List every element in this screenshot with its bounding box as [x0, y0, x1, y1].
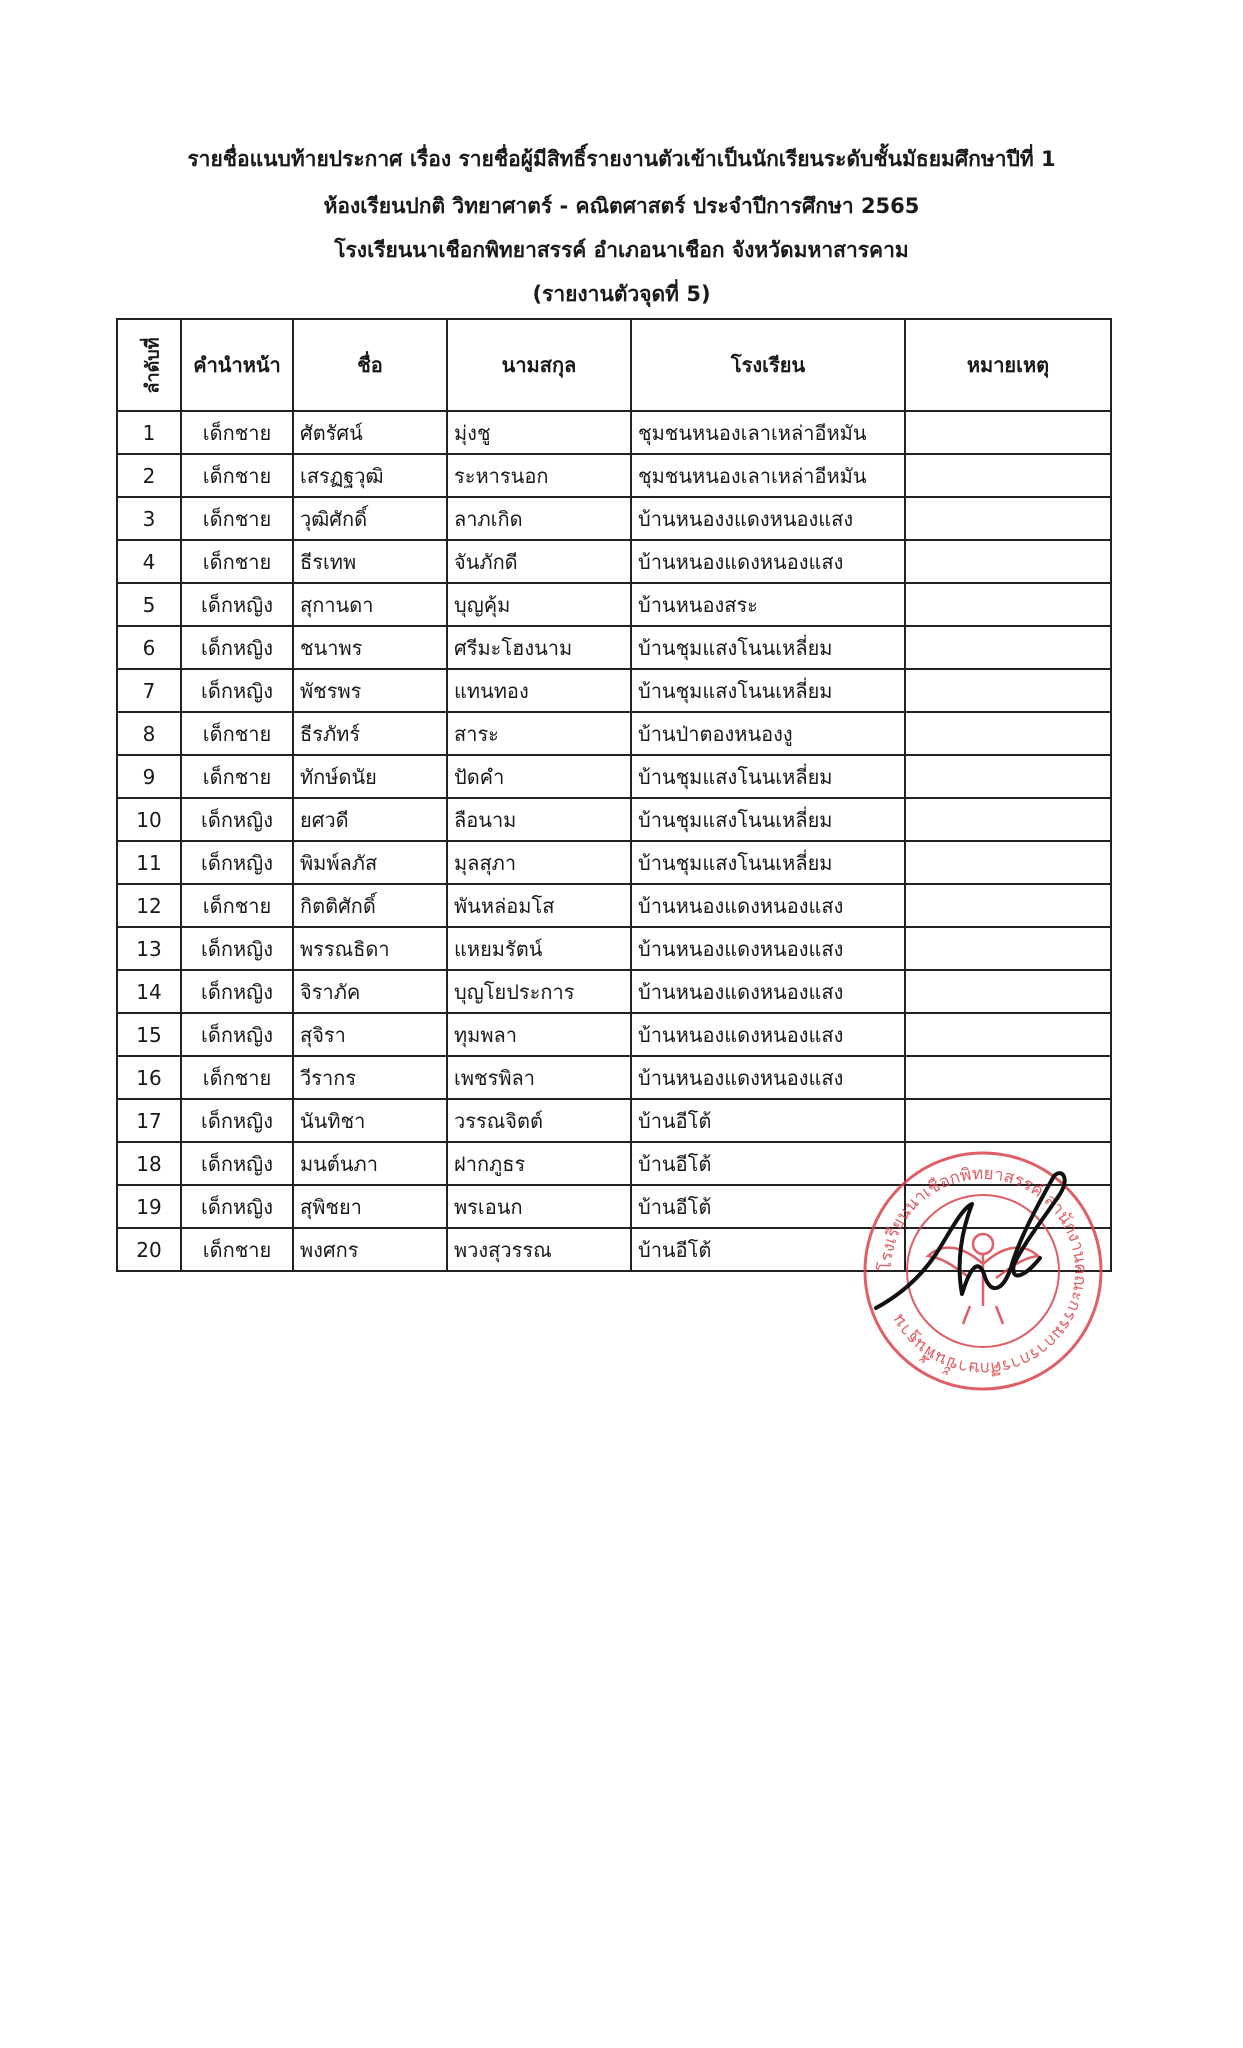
cell-note: [905, 712, 1111, 755]
cell-title: เด็กชาย: [181, 411, 293, 454]
cell-title: เด็กชาย: [181, 884, 293, 927]
cell-no: 1: [117, 411, 181, 454]
cell-no: 19: [117, 1185, 181, 1228]
cell-no: 8: [117, 712, 181, 755]
title-line-3: โรงเรียนนาเชือกพิทยาสรรค์ อำเภอนาเชือก จังหวัดมหาสารคาม: [334, 238, 909, 262]
cell-first-name: สุจิรา: [293, 1013, 447, 1056]
cell-title: เด็กหญิง: [181, 927, 293, 970]
title-line-2: ห้องเรียนปกติ วิทยาศาตร์ - คณิตศาสตร์ ประจำปีการศึกษา 2565: [323, 194, 920, 218]
table-header-row: [117, 319, 1111, 411]
cell-school: บ้านชุมแสงโนนเหลี่ยม: [631, 626, 905, 669]
table-row: [117, 755, 1111, 798]
cell-school: บ้านชุมแสงโนนเหลี่ยม: [631, 755, 905, 798]
school-seal: [858, 1146, 1108, 1396]
cell-no: 11: [117, 841, 181, 884]
cell-note: [905, 927, 1111, 970]
cell-note: [905, 540, 1111, 583]
cell-note: [905, 411, 1111, 454]
cell-school: บ้านหนองงแดงหนองแสง: [631, 497, 905, 540]
cell-school: บ้านหนองแดงหนองแสง: [631, 927, 905, 970]
cell-no: 18: [117, 1142, 181, 1185]
table-row: [117, 626, 1111, 669]
cell-no: 12: [117, 884, 181, 927]
cell-note: [905, 583, 1111, 626]
cell-last-name: พรเอนก: [447, 1185, 631, 1228]
cell-last-name: ปัดคำ: [447, 755, 631, 798]
cell-first-name: วุฒิศักดิ์: [293, 497, 447, 540]
cell-no: 2: [117, 454, 181, 497]
cell-last-name: ฝากภูธร: [447, 1142, 631, 1185]
cell-no: 9: [117, 755, 181, 798]
cell-last-name: แหยมรัตน์: [447, 927, 631, 970]
cell-first-name: สุกานดา: [293, 583, 447, 626]
cell-school: บ้านหนองแดงหนองแสง: [631, 1013, 905, 1056]
cell-last-name: วรรณจิตต์: [447, 1099, 631, 1142]
table-row: [117, 798, 1111, 841]
cell-first-name: พัชรพร: [293, 669, 447, 712]
cell-no: 10: [117, 798, 181, 841]
cell-last-name: พวงสุวรรณ: [447, 1228, 631, 1271]
cell-first-name: จิราภัค: [293, 970, 447, 1013]
cell-school: บ้านหนองแดงหนองแสง: [631, 970, 905, 1013]
cell-title: เด็กชาย: [181, 497, 293, 540]
cell-last-name: พันหล่อมโส: [447, 884, 631, 927]
cell-last-name: มุ่งชู: [447, 411, 631, 454]
cell-last-name: ทุมพลา: [447, 1013, 631, 1056]
cell-last-name: บุญโยประการ: [447, 970, 631, 1013]
header-first-name: ชื่อ: [293, 319, 447, 411]
table-row: [117, 1099, 1111, 1142]
cell-no: 15: [117, 1013, 181, 1056]
cell-title: เด็กหญิง: [181, 626, 293, 669]
seal-text: โรงเรียนนาเชือกพิทยาสรรค์ สำนักงานคณะกรรมการการศึกษาขั้นพื้นฐาน: [875, 1163, 1091, 1379]
header-last-name: นามสกุล: [447, 319, 631, 411]
cell-note: [905, 454, 1111, 497]
cell-title: เด็กหญิง: [181, 841, 293, 884]
header-note: หมายเหตุ: [905, 319, 1111, 411]
cell-school: บ้านอีโต้: [631, 1142, 905, 1185]
cell-school: บ้านชุมแสงโนนเหลี่ยม: [631, 841, 905, 884]
cell-no: 20: [117, 1228, 181, 1271]
cell-no: 3: [117, 497, 181, 540]
header-school: โรงเรียน: [631, 319, 905, 411]
cell-last-name: ระหารนอก: [447, 454, 631, 497]
cell-first-name: ธีรภัทร์: [293, 712, 447, 755]
cell-first-name: สุพิชยา: [293, 1185, 447, 1228]
cell-first-name: เสรฏฐวุฒิ: [293, 454, 447, 497]
cell-school: บ้านหนองสระ: [631, 583, 905, 626]
header-title: คำนำหน้า: [181, 319, 293, 411]
header-no: ลำดับที่: [117, 319, 181, 411]
table-row: [117, 454, 1111, 497]
cell-school: บ้านอีโต้: [631, 1185, 905, 1228]
cell-no: 14: [117, 970, 181, 1013]
title-line-4: (รายงานตัวจุดที่ 5): [532, 282, 711, 306]
title-line-1: รายชื่อแนบท้ายประกาศ เรื่อง รายชื่อผู้มีสิทธิ์รายงานตัวเข้าเป็นนักเรียนระดับชั้นมัธยมศึกษาปีที่ 1: [187, 147, 1056, 171]
cell-title: เด็กหญิง: [181, 1099, 293, 1142]
cell-last-name: บุญคุ้ม: [447, 583, 631, 626]
cell-last-name: มุลสุภา: [447, 841, 631, 884]
cell-no: 13: [117, 927, 181, 970]
cell-last-name: ลือนาม: [447, 798, 631, 841]
cell-title: เด็กหญิง: [181, 1142, 293, 1185]
cell-first-name: ชนาพร: [293, 626, 447, 669]
cell-no: 5: [117, 583, 181, 626]
cell-school: บ้านหนองแดงหนองแสง: [631, 540, 905, 583]
cell-title: เด็กหญิง: [181, 583, 293, 626]
cell-no: 7: [117, 669, 181, 712]
cell-note: [905, 497, 1111, 540]
cell-last-name: ลาภเกิด: [447, 497, 631, 540]
student-table: [116, 318, 1112, 1272]
cell-first-name: นันทิชา: [293, 1099, 447, 1142]
table-row: [117, 497, 1111, 540]
cell-note: [905, 798, 1111, 841]
cell-school: บ้านป่าตองหนองงู: [631, 712, 905, 755]
table-row: [117, 1013, 1111, 1056]
cell-school: บ้านอีโต้: [631, 1099, 905, 1142]
table-row: [117, 927, 1111, 970]
cell-first-name: ยศวดี: [293, 798, 447, 841]
cell-first-name: กิตติศักดิ์: [293, 884, 447, 927]
table-row: [117, 583, 1111, 626]
cell-note: [905, 669, 1111, 712]
cell-last-name: ศรีมะโฮงนาม: [447, 626, 631, 669]
cell-school: ชุมชนหนองเลาเหล่าอีหมัน: [631, 411, 905, 454]
cell-note: [905, 970, 1111, 1013]
cell-title: เด็กชาย: [181, 755, 293, 798]
cell-no: 16: [117, 1056, 181, 1099]
cell-title: เด็กชาย: [181, 540, 293, 583]
table-row: [117, 970, 1111, 1013]
cell-title: เด็กหญิง: [181, 1185, 293, 1228]
cell-last-name: สาระ: [447, 712, 631, 755]
cell-first-name: พรรณธิดา: [293, 927, 447, 970]
table-row: [117, 884, 1111, 927]
cell-note: [905, 755, 1111, 798]
cell-last-name: แทนทอง: [447, 669, 631, 712]
cell-title: เด็กหญิง: [181, 970, 293, 1013]
cell-school: บ้านชุมแสงโนนเหลี่ยม: [631, 669, 905, 712]
table-row: [117, 540, 1111, 583]
cell-first-name: วีรากร: [293, 1056, 447, 1099]
cell-first-name: ทักษ์ดนัย: [293, 755, 447, 798]
cell-note: [905, 1056, 1111, 1099]
cell-first-name: มนต์นภา: [293, 1142, 447, 1185]
cell-title: เด็กชาย: [181, 454, 293, 497]
table-row: [117, 411, 1111, 454]
cell-title: เด็กหญิง: [181, 669, 293, 712]
cell-first-name: พงศกร: [293, 1228, 447, 1271]
cell-school: บ้านอีโต้: [631, 1228, 905, 1271]
cell-school: บ้านชุมแสงโนนเหลี่ยม: [631, 798, 905, 841]
cell-note: [905, 1099, 1111, 1142]
cell-title: เด็กชาย: [181, 1056, 293, 1099]
cell-last-name: จันภักดี: [447, 540, 631, 583]
cell-title: เด็กชาย: [181, 712, 293, 755]
cell-school: บ้านหนองแดงหนองแสง: [631, 884, 905, 927]
cell-note: [905, 626, 1111, 669]
cell-first-name: ศัตรัศน์: [293, 411, 447, 454]
table-row: [117, 841, 1111, 884]
cell-title: เด็กหญิง: [181, 1013, 293, 1056]
table-row: [117, 669, 1111, 712]
cell-title: เด็กชาย: [181, 1228, 293, 1271]
table-row: [117, 712, 1111, 755]
cell-school: บ้านหนองแดงหนองแสง: [631, 1056, 905, 1099]
cell-first-name: ธีรเทพ: [293, 540, 447, 583]
cell-first-name: พิมพ์ลภัส: [293, 841, 447, 884]
cell-note: [905, 884, 1111, 927]
cell-no: 17: [117, 1099, 181, 1142]
cell-no: 6: [117, 626, 181, 669]
cell-note: [905, 841, 1111, 884]
table-row: [117, 1056, 1111, 1099]
cell-last-name: เพชรพิลา: [447, 1056, 631, 1099]
cell-note: [905, 1013, 1111, 1056]
cell-school: ชุมชนหนองเลาเหล่าอีหมัน: [631, 454, 905, 497]
cell-title: เด็กหญิง: [181, 798, 293, 841]
cell-no: 4: [117, 540, 181, 583]
